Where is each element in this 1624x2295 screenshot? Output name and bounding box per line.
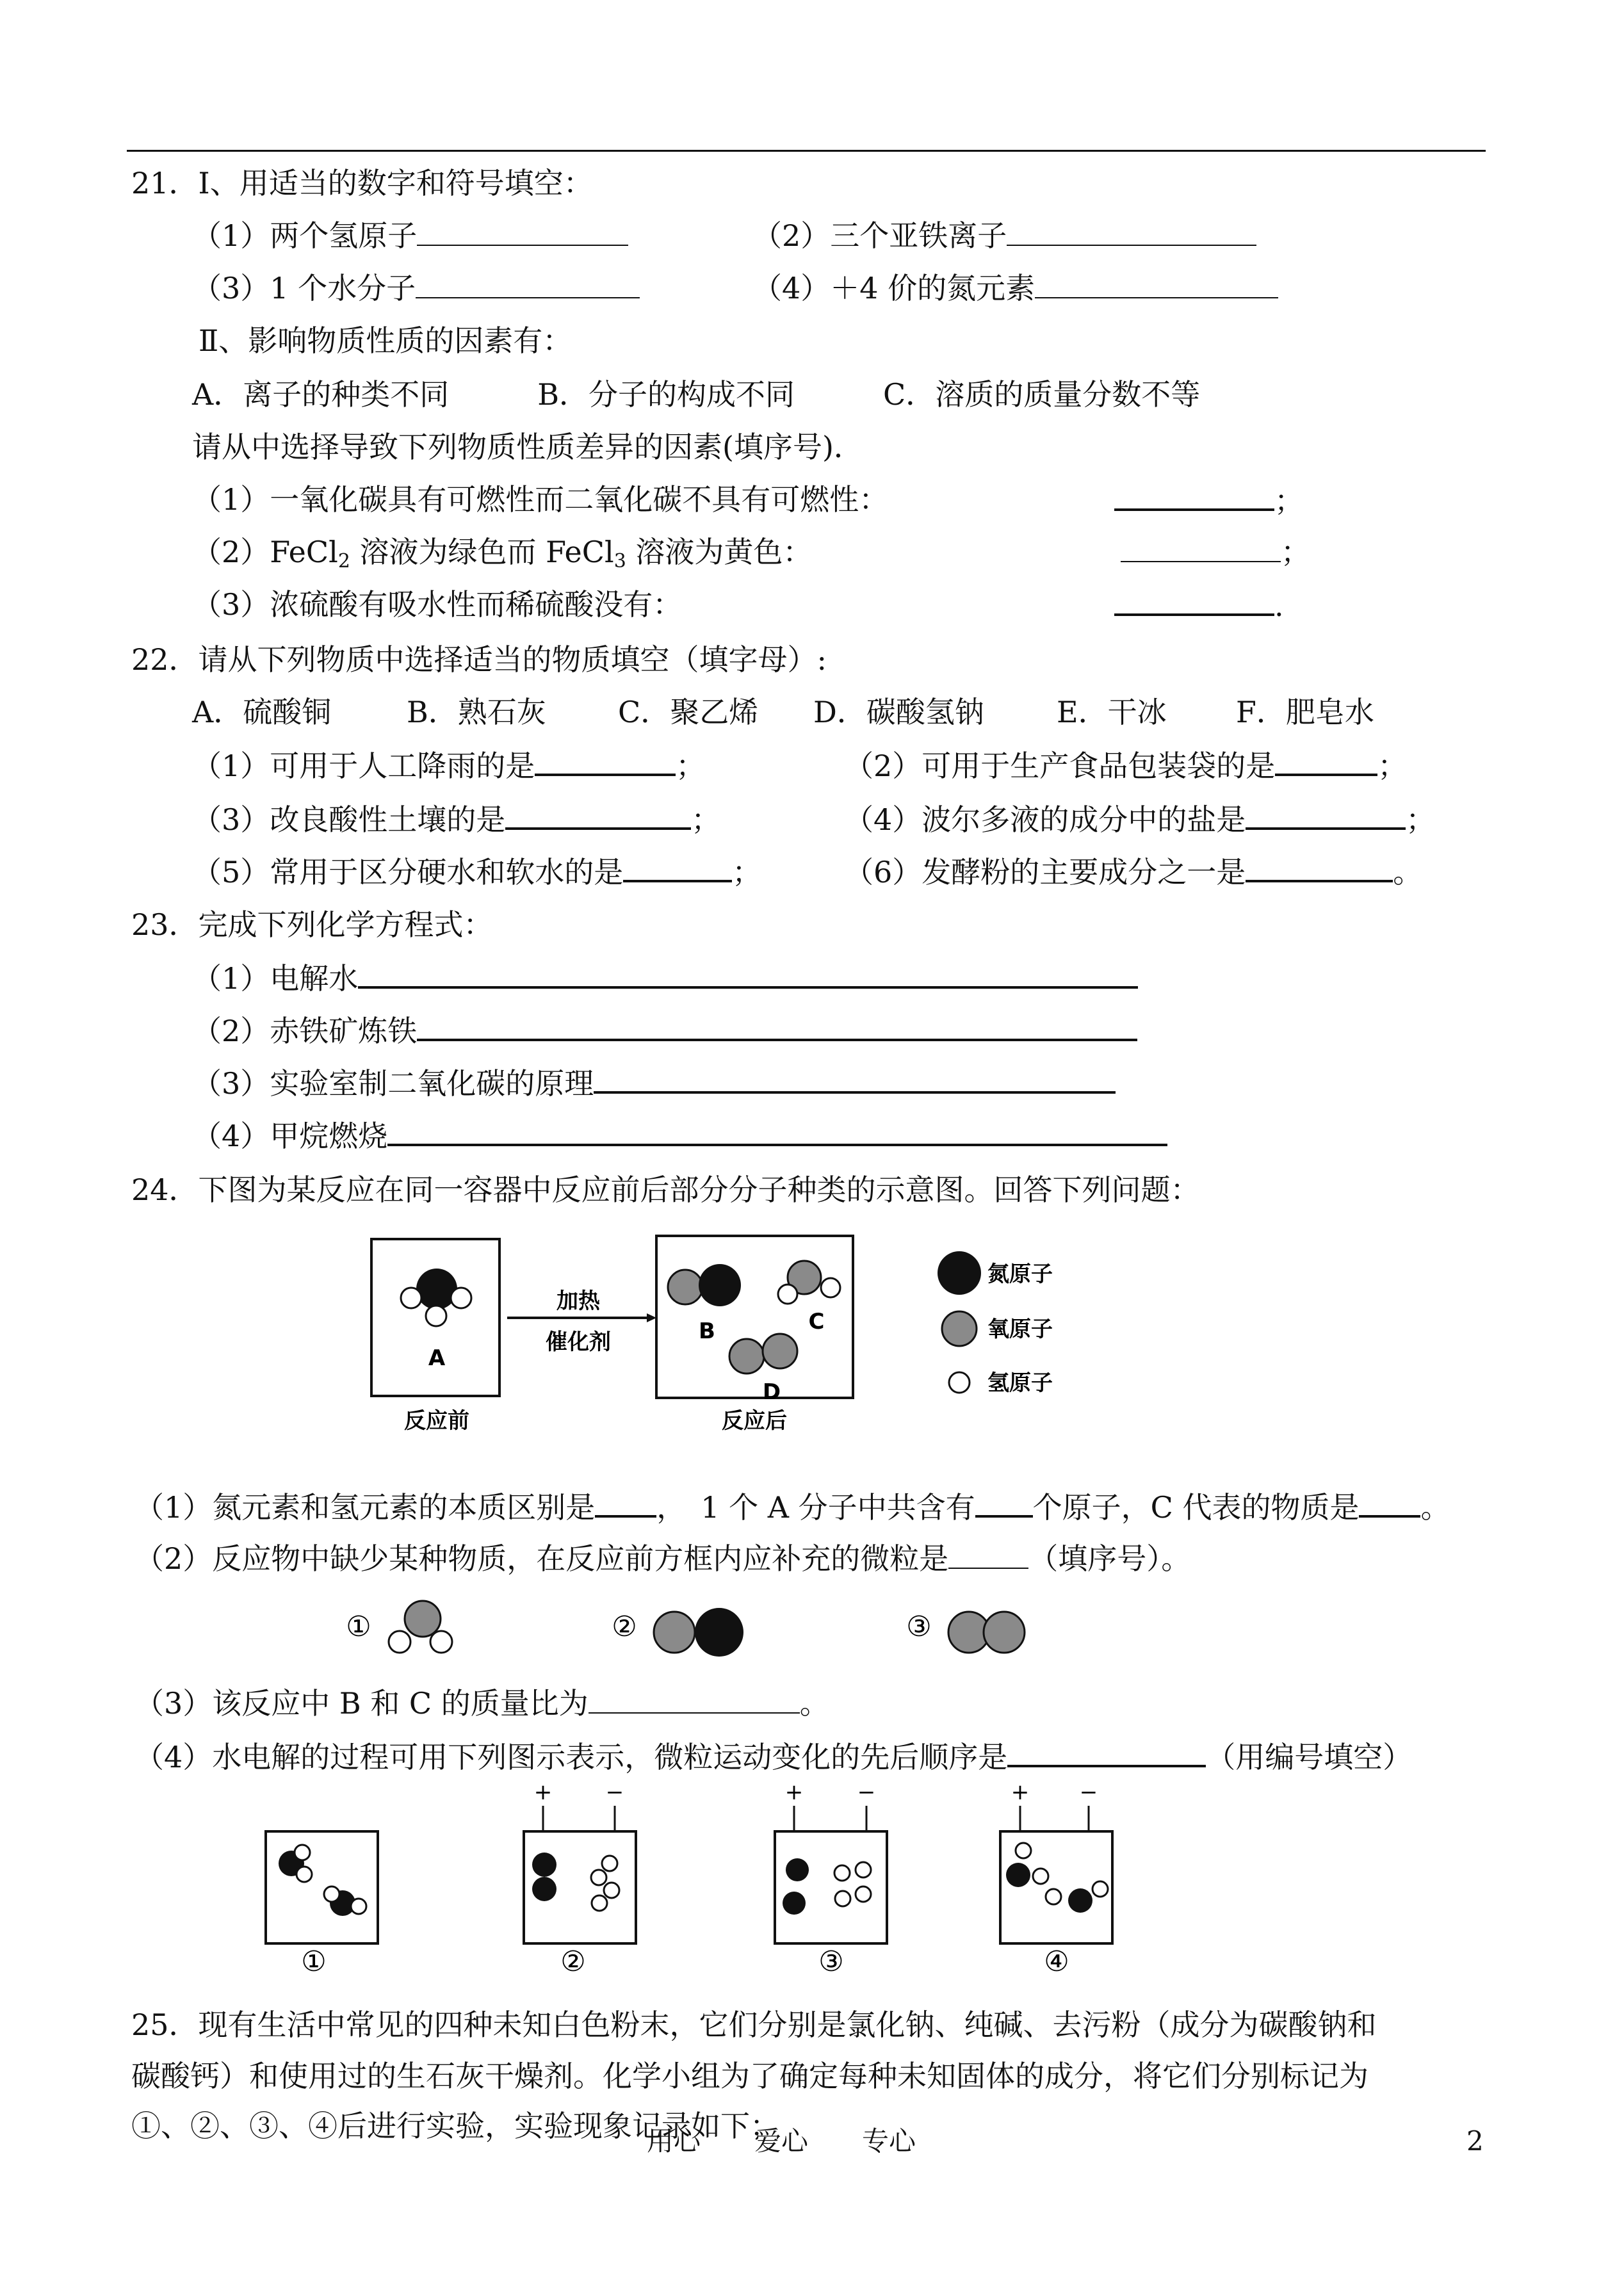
legend-oxygen-atom — [942, 1311, 977, 1346]
q21-item-3-text: （3）1 个水分子 — [192, 271, 416, 305]
answer-blank[interactable] — [417, 216, 628, 246]
legend-nitrogen-atom — [938, 1251, 981, 1295]
subscript: 2 — [337, 550, 350, 572]
answer-blank[interactable] — [505, 799, 691, 830]
footer-motto: 用心 爱心 专心 — [647, 2125, 916, 2157]
text: 。 — [799, 1686, 829, 1721]
q22-option-b: B．熟石灰 — [407, 695, 546, 729]
legend-hydrogen-atom — [949, 1372, 970, 1393]
text: （6）发酵粉的主要成分之一是 — [844, 855, 1246, 889]
electrolysis-stage-4 — [1000, 1780, 1112, 1978]
q24-title: 24．下图为某反应在同一容器中反应前后部分分子种类的示意图。回答下列问题： — [131, 1172, 1200, 1207]
punct: ； — [691, 802, 721, 837]
arrow-bottom-label: 催化剂 — [546, 1329, 611, 1355]
molecule-a — [401, 1269, 471, 1326]
q22-option-e: E．干冰 — [1057, 695, 1167, 729]
electrolysis-stage-1 — [266, 1831, 378, 1978]
electrolysis-stage-3 — [775, 1780, 887, 1978]
text: （3）实验室制二氧化碳的原理 — [192, 1066, 594, 1101]
answer-blank[interactable] — [416, 269, 640, 298]
q24-sub-1 — [134, 1487, 1450, 1527]
label-b: B — [699, 1318, 715, 1344]
q21-instruction: 请从中选择导致下列物质性质差异的因素(填序号)． — [192, 430, 863, 464]
answer-blank[interactable] — [1035, 269, 1278, 298]
arrow-top-label: 加热 — [556, 1288, 600, 1314]
reaction-diagram — [365, 1233, 1108, 1444]
text: （用编号填空） — [1206, 1740, 1413, 1774]
q21-item-1-text: （1）两个氢原子 — [192, 218, 418, 253]
text: （3）该反应中 B 和 C 的质量比为 — [134, 1686, 589, 1721]
text: 溶液为绿色而 FeCl — [350, 535, 614, 569]
arrowhead — [647, 1313, 656, 1322]
q22-item-6 — [844, 852, 1422, 891]
q23-equation-1 — [192, 958, 1138, 998]
text: （1）可用于人工降雨的是 — [192, 749, 535, 783]
stage-4-label: ④ — [1044, 1945, 1069, 1978]
answer-blank[interactable] — [975, 1487, 1033, 1518]
particle-options — [333, 1588, 1076, 1665]
text: （4）甲烷燃烧 — [192, 1119, 388, 1153]
answer-line[interactable] — [417, 1010, 1137, 1041]
q22-item-3 — [192, 799, 720, 839]
text: （1）氮元素和氢元素的本质区别是 — [134, 1490, 596, 1525]
q22-option-d: D．碳酸氢钠 — [813, 695, 984, 729]
text: 。 — [1420, 1490, 1450, 1525]
q21-item-4-text: （4）＋4 价的氮元素 — [752, 271, 1035, 305]
q21-item-2 — [752, 216, 1256, 255]
answer-blank[interactable] — [1114, 585, 1274, 616]
label-a: A — [428, 1345, 446, 1371]
q21-title: 21．Ⅰ、用适当的数字和符号填空： — [131, 166, 593, 200]
label-before: 反应前 — [404, 1408, 469, 1434]
cathode-sign: − — [857, 1780, 876, 1805]
punct: 。 — [1393, 855, 1423, 889]
answer-blank[interactable] — [1359, 1487, 1420, 1518]
q21-statement-3: （3）浓硫酸有吸水性而稀硫酸没有： — [192, 587, 683, 622]
answer-blank[interactable] — [623, 852, 732, 882]
text: （4）波尔多液的成分中的盐是 — [844, 802, 1246, 837]
q21-item-1 — [192, 216, 628, 255]
text: （5）常用于区分硬水和软水的是 — [192, 855, 624, 889]
header-rule — [127, 150, 1486, 152]
q22-option-c: C．聚乙烯 — [618, 695, 759, 729]
q21-statement-1: （1）一氧化碳具有可燃性而二氧化碳不具有可燃性： — [192, 482, 889, 517]
electrolysis-stage-2 — [524, 1780, 636, 1978]
anode-sign: + — [533, 1780, 553, 1805]
answer-blank[interactable] — [1007, 1737, 1206, 1767]
q21-item-2-text: （2）三个亚铁离子 — [752, 218, 1007, 253]
legend — [938, 1251, 1053, 1396]
answer-blank[interactable] — [1121, 533, 1281, 562]
cathode-sign: − — [605, 1780, 624, 1805]
anode-sign: + — [1011, 1780, 1030, 1805]
answer-blank[interactable] — [589, 1684, 800, 1714]
q21-statement-1-answer — [1114, 480, 1304, 520]
q21-options: A．离子的种类不同 B．分子的构成不同 C．溶质的质量分数不等 — [192, 377, 1201, 412]
answer-blank[interactable] — [595, 1487, 656, 1518]
text: 溶液为黄色： — [626, 535, 813, 569]
legend-nitrogen-label: 氮原子 — [987, 1261, 1053, 1287]
q22-item-5 — [192, 852, 761, 891]
q22-item-4 — [844, 799, 1435, 839]
molecule-d — [729, 1334, 797, 1374]
q22-option-f: F．肥皂水 — [1236, 695, 1374, 729]
answer-blank[interactable] — [1114, 480, 1274, 511]
text: ， 1 个 A 分子中共含有 — [656, 1490, 975, 1525]
punct: ； — [676, 749, 706, 783]
q23-equation-4 — [192, 1115, 1167, 1155]
q22-item-1 — [192, 745, 705, 785]
option-1-particle[interactable] — [389, 1601, 452, 1653]
molecule-b — [668, 1264, 741, 1306]
q21-statement-3-answer — [1114, 585, 1284, 625]
punct: ； — [1406, 802, 1436, 837]
text: （3）改良酸性土壤的是 — [192, 802, 506, 837]
q24-sub-3 — [134, 1684, 829, 1723]
q25-line-1: 25．现有生活中常见的四种未知白色粉末，它们分别是氯化钠、纯碱、去污粉（成分为碳酸钠和 — [131, 2007, 1377, 2042]
text: （填序号）。 — [1028, 1541, 1191, 1576]
q23-title: 23．完成下列化学方程式： — [131, 907, 493, 942]
option-3-label: ③ — [906, 1610, 932, 1643]
q23-equation-2 — [192, 1010, 1137, 1050]
answer-line[interactable] — [358, 958, 1138, 989]
answer-blank[interactable] — [1246, 852, 1393, 882]
text: （1）电解水 — [192, 961, 359, 996]
molecule-c — [778, 1261, 840, 1304]
q21-part2-title: Ⅱ、影响物质性质的因素有： — [199, 323, 572, 358]
label-d: D — [762, 1379, 781, 1405]
q25-line-3: ①、②、③、④后进行实验，实验现象记录如下： — [131, 2109, 779, 2143]
answer-blank[interactable] — [1275, 745, 1377, 776]
stage-1-label: ① — [301, 1945, 327, 1978]
legend-oxygen-label: 氧原子 — [987, 1317, 1053, 1342]
answer-blank[interactable] — [535, 745, 676, 776]
q21-item-3 — [192, 269, 640, 307]
electrolysis-diagrams — [256, 1780, 1140, 1979]
answer-line[interactable] — [387, 1115, 1167, 1146]
punct: ； — [1274, 483, 1304, 518]
anode-sign: + — [784, 1780, 804, 1805]
q21-statement-2-answer — [1121, 533, 1310, 571]
q24-sub-2 — [134, 1539, 1190, 1578]
q21-item-4 — [752, 269, 1278, 307]
punct: . — [1274, 588, 1284, 623]
option-2-label: ② — [612, 1610, 637, 1643]
text: （2）反应物中缺少某种物质，在反应前方框内应补充的微粒是 — [134, 1541, 949, 1576]
cathode-sign: − — [1079, 1780, 1098, 1805]
option-2-particle[interactable] — [654, 1608, 743, 1657]
legend-hydrogen-label: 氢原子 — [987, 1370, 1053, 1396]
punct: ； — [1377, 749, 1408, 783]
q22-item-2 — [844, 745, 1407, 785]
punct: ； — [732, 855, 762, 889]
answer-blank[interactable] — [1007, 216, 1256, 246]
text: 个原子，C 代表的物质是 — [1032, 1490, 1360, 1525]
q22-title: 22．请从下列物质中选择适当的物质填空（填字母）: — [131, 642, 827, 677]
answer-line[interactable] — [594, 1063, 1116, 1094]
text: （2）赤铁矿炼铁 — [192, 1014, 418, 1048]
stage-2-label: ② — [560, 1945, 586, 1978]
q24-sub-4 — [134, 1737, 1412, 1776]
subscript: 3 — [613, 550, 626, 572]
q21-statement-2 — [192, 533, 812, 581]
option-3-particle[interactable] — [948, 1612, 1025, 1653]
label-c: C — [808, 1309, 825, 1334]
q22-option-a: A．硫酸铜 — [192, 695, 332, 729]
answer-blank[interactable] — [1246, 799, 1406, 830]
text: （4）水电解的过程可用下列图示表示，微粒运动变化的先后顺序是 — [134, 1740, 1008, 1774]
label-after: 反应后 — [722, 1408, 787, 1434]
page-number: 2 — [1466, 2125, 1484, 2157]
q23-equation-3 — [192, 1063, 1116, 1103]
punct: ； — [1281, 535, 1310, 569]
text: （2）可用于生产食品包装袋的是 — [844, 749, 1276, 783]
text: （2）FeCl — [192, 535, 338, 569]
answer-blank[interactable] — [948, 1539, 1028, 1569]
q25-line-2: 碳酸钙）和使用过的生石灰干燥剂。化学小组为了确定每种未知固体的成分，将它们分别标记为 — [131, 2059, 1368, 2093]
stage-3-label: ③ — [818, 1945, 844, 1978]
option-1-label: ① — [346, 1610, 371, 1643]
